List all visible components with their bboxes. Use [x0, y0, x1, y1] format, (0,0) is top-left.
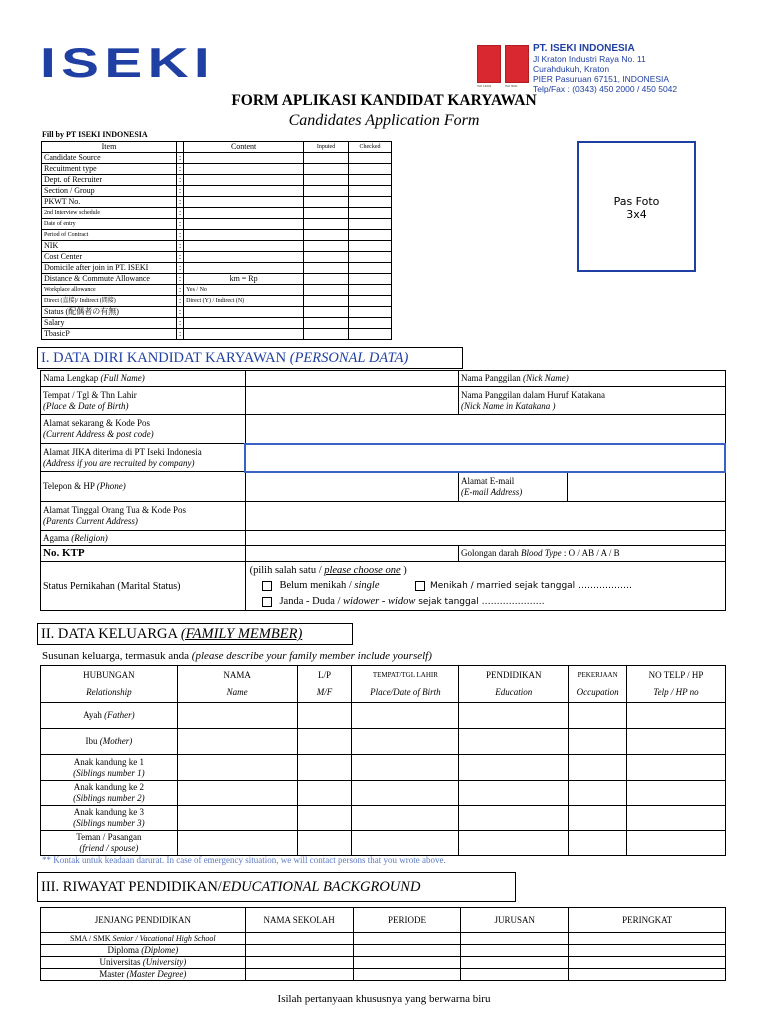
internal-item-label: Distance & Commute Allowance: [42, 274, 177, 285]
family-input-cell[interactable]: [177, 806, 297, 831]
education-input-cell[interactable]: [461, 957, 569, 969]
checked-check-cell[interactable]: [349, 164, 392, 175]
form-subtitle: Candidates Application Form: [288, 112, 480, 129]
internal-content-field[interactable]: [184, 329, 304, 340]
email-field[interactable]: [567, 472, 725, 502]
family-input-cell[interactable]: [297, 831, 352, 856]
colon-cell: :: [176, 296, 183, 307]
colon-cell: :: [176, 219, 183, 230]
address-line: Telp/Fax : (0343) 450 2000 / 450 5042: [533, 84, 678, 94]
colon-cell: :: [176, 164, 183, 175]
phone-row: [41, 472, 726, 502]
birth-row: [41, 387, 726, 415]
inputed-check-cell[interactable]: [304, 285, 349, 296]
internal-header-row: [42, 142, 392, 153]
family-relation-label: Anak kandung ke 3 (Siblings number 3): [41, 806, 178, 831]
checked-check-cell[interactable]: [349, 219, 392, 230]
internal-content-field[interactable]: [184, 197, 304, 208]
checked-check-cell[interactable]: [349, 175, 392, 186]
phone-label: Telepon & HP (Phone): [41, 472, 246, 502]
address-iseki-field[interactable]: [245, 444, 725, 472]
education-level-label: Master (Master Degree): [41, 969, 246, 981]
full-name-field[interactable]: [245, 371, 458, 387]
cert1-caption: ISO 14001: [477, 84, 492, 88]
colon-cell: :: [176, 274, 183, 285]
family-input-cell[interactable]: [459, 781, 569, 806]
colon-cell: :: [176, 285, 183, 296]
education-header-cell: JENJANG PENDIDIKAN: [41, 908, 246, 933]
nick-name-label: Nama Panggilan (Nick Name): [459, 371, 725, 387]
family-table: [40, 665, 726, 856]
family-input-cell[interactable]: [352, 755, 459, 781]
colon-cell: :: [176, 153, 183, 164]
family-header-cell: PEKERJAAN Occupation: [569, 666, 627, 703]
internal-content-field[interactable]: [184, 208, 304, 219]
internal-item-label: Recuitment type: [42, 164, 177, 175]
colon-cell: :: [176, 307, 183, 318]
inputed-check-cell[interactable]: [304, 197, 349, 208]
checked-check-cell[interactable]: [349, 285, 392, 296]
internal-row: [42, 197, 392, 208]
internal-item-label: NIK: [42, 241, 177, 252]
widow-label: Janda - Duda / widower - widow sejak tanggal …………………: [279, 596, 545, 607]
family-header-cell: L/P M/F: [297, 666, 352, 703]
family-input-cell[interactable]: [459, 831, 569, 856]
internal-item-label: Period of Contract: [42, 230, 177, 241]
inputed-check-cell[interactable]: [304, 296, 349, 307]
checked-check-cell[interactable]: [349, 296, 392, 307]
fill-by-label: Fill by PT ISEKI INDONESIA: [42, 130, 148, 139]
family-input-cell[interactable]: [459, 806, 569, 831]
internal-content-field[interactable]: Yes / No: [184, 285, 304, 296]
ktp-label: No. KTP: [41, 546, 246, 562]
company-name: PT. ISEKI INDONESIA: [533, 43, 635, 54]
internal-content-field[interactable]: [184, 318, 304, 329]
education-input-cell[interactable]: [245, 969, 353, 981]
internal-item-label: TbasicP: [42, 329, 177, 340]
checked-check-cell[interactable]: [349, 153, 392, 164]
internal-row: [42, 285, 392, 296]
education-level-label: SMA / SMK Senior / Vacational High School: [41, 933, 246, 945]
internal-content-field[interactable]: [184, 186, 304, 197]
emergency-note: ** Kontak untuk keadaan darurat. In case of emergency situation, we will contact persons that you wrote above.: [42, 855, 446, 865]
family-input-cell[interactable]: [352, 781, 459, 806]
internal-item-label: Date of entry: [42, 219, 177, 230]
internal-content-field[interactable]: [184, 252, 304, 263]
family-input-cell[interactable]: [297, 781, 352, 806]
internal-content-field[interactable]: [184, 307, 304, 318]
inputed-header: Inputed: [304, 142, 349, 153]
internal-content-field[interactable]: [184, 263, 304, 274]
family-relation-label: Anak kandung ke 1 (Siblings number 1): [41, 755, 178, 781]
married-checkbox[interactable]: [415, 581, 425, 591]
family-header-cell: NAMA Name: [177, 666, 297, 703]
checked-check-cell[interactable]: [349, 241, 392, 252]
inputed-check-cell[interactable]: [304, 186, 349, 197]
education-header-cell: PERIODE: [353, 908, 461, 933]
education-input-cell[interactable]: [245, 933, 353, 945]
iso9001-cert-icon: [505, 45, 529, 83]
full-name-label: Nama Lengkap (Full Name): [41, 371, 246, 387]
full-name-row: [41, 371, 726, 387]
education-input-cell[interactable]: [461, 933, 569, 945]
footer-note: Isilah pertanyaan khususnya yang berwarna biru: [277, 993, 491, 1005]
internal-content-field[interactable]: [184, 175, 304, 186]
education-table: [40, 907, 726, 981]
family-input-cell[interactable]: [569, 703, 627, 729]
ktp-field[interactable]: [245, 546, 458, 562]
family-input-cell[interactable]: [459, 703, 569, 729]
family-input-cell[interactable]: [352, 729, 459, 755]
internal-item-label: Workplace allowance: [42, 285, 177, 296]
internal-item-label: Cost Center: [42, 252, 177, 263]
address-row: [41, 415, 726, 444]
education-input-cell[interactable]: [245, 945, 353, 957]
photo-box[interactable]: [577, 141, 696, 272]
inputed-check-cell[interactable]: [304, 241, 349, 252]
family-input-cell[interactable]: [459, 729, 569, 755]
phone-field[interactable]: [245, 472, 458, 502]
family-header-cell: PENDIDIKAN Education: [459, 666, 569, 703]
internal-row: [42, 241, 392, 252]
inputed-check-cell[interactable]: [304, 252, 349, 263]
inputed-check-cell[interactable]: [304, 318, 349, 329]
address-iseki-row: [41, 444, 726, 472]
education-input-cell[interactable]: [461, 945, 569, 957]
address-label: Alamat sekarang & Kode Pos (Current Address & post code): [41, 415, 246, 444]
internal-item-label: Salary: [42, 318, 177, 329]
family-header-row: [41, 666, 726, 703]
internal-content-field[interactable]: km = Rp: [184, 274, 304, 285]
family-header-cell: NO TELP / HP Telp / HP no: [627, 666, 726, 703]
internal-item-label: Dept. of Recruiter: [42, 175, 177, 186]
family-input-cell[interactable]: [627, 703, 726, 729]
colon-cell: :: [176, 329, 183, 340]
education-input-cell[interactable]: [353, 969, 461, 981]
family-input-cell[interactable]: [627, 729, 726, 755]
religion-row: [41, 531, 726, 546]
marital-row: [41, 562, 726, 611]
internal-row: [42, 307, 392, 318]
photo-size: 3x4: [626, 208, 647, 221]
internal-content-field[interactable]: Direct (Y) / Indirect (N): [184, 296, 304, 307]
family-header-cell: TEMPAT/TGL LAHIR Place/Date of Birth: [352, 666, 459, 703]
internal-content-field[interactable]: [184, 230, 304, 241]
email-label: Alamat E-mail (E-mail Address): [459, 472, 568, 502]
family-row: [41, 755, 726, 781]
family-input-cell[interactable]: [177, 703, 297, 729]
inputed-check-cell[interactable]: [304, 307, 349, 318]
family-input-cell[interactable]: [459, 755, 569, 781]
family-relation-label: Teman / Pasangan (friend / spouse): [41, 831, 178, 856]
family-input-cell[interactable]: [297, 755, 352, 781]
family-input-cell[interactable]: [627, 831, 726, 856]
photo-label: Pas Foto: [613, 195, 660, 208]
family-row: [41, 729, 726, 755]
family-input-cell[interactable]: [569, 729, 627, 755]
internal-row: [42, 186, 392, 197]
family-row: [41, 781, 726, 806]
family-input-cell[interactable]: [352, 831, 459, 856]
colon-cell: :: [176, 318, 183, 329]
item-header: Item: [42, 142, 177, 153]
form-title: FORM APLIKASI KANDIDAT KARYAWAN: [231, 92, 537, 109]
inputed-check-cell[interactable]: [304, 329, 349, 340]
education-row: [41, 945, 726, 957]
internal-item-label: Status (配偶者の有無): [42, 307, 177, 318]
single-checkbox[interactable]: [262, 581, 272, 591]
family-relation-label: Ibu (Mother): [41, 729, 178, 755]
internal-row: [42, 219, 392, 230]
education-input-cell[interactable]: [353, 945, 461, 957]
family-input-cell[interactable]: [569, 831, 627, 856]
education-input-cell[interactable]: [569, 969, 726, 981]
family-input-cell[interactable]: [569, 806, 627, 831]
checked-check-cell[interactable]: [349, 197, 392, 208]
family-input-cell[interactable]: [177, 755, 297, 781]
internal-content-field[interactable]: [184, 153, 304, 164]
address-line: Curahdukuh, Kraton: [533, 64, 610, 74]
family-relation-label: Ayah (Father): [41, 703, 178, 729]
inputed-check-cell[interactable]: [304, 153, 349, 164]
internal-row: [42, 263, 392, 274]
section-family-title: II. DATA KELUARGA (FAMILY MEMBER): [37, 623, 353, 645]
education-level-label: Universitas (University): [41, 957, 246, 969]
colon-cell: :: [176, 186, 183, 197]
parents-label: Alamat Tinggal Orang Tua & Kode Pos (Parents Current Address): [41, 502, 246, 531]
checked-check-cell[interactable]: [349, 307, 392, 318]
education-input-cell[interactable]: [569, 945, 726, 957]
internal-row: [42, 252, 392, 263]
education-header-cell: PERINGKAT: [569, 908, 726, 933]
section-education-title: III. RIWAYAT PENDIDIKAN/EDUCATIONAL BACKGROUND: [37, 872, 516, 902]
checked-check-cell[interactable]: [349, 263, 392, 274]
internal-item-label: PKWT No.: [42, 197, 177, 208]
family-input-cell[interactable]: [627, 806, 726, 831]
family-input-cell[interactable]: [352, 703, 459, 729]
married-label: Menikah / married sejak tanggal ………………: [430, 581, 633, 591]
education-input-cell[interactable]: [461, 969, 569, 981]
checked-check-cell[interactable]: [349, 230, 392, 241]
education-input-cell[interactable]: [353, 933, 461, 945]
family-input-cell[interactable]: [177, 781, 297, 806]
education-header-cell: JURUSAN: [461, 908, 569, 933]
birth-field[interactable]: [245, 387, 458, 415]
education-row: [41, 969, 726, 981]
cert2-caption: ISO 9001: [505, 84, 518, 88]
internal-row: [42, 208, 392, 219]
content-header: Content: [184, 142, 304, 153]
family-input-cell[interactable]: [297, 703, 352, 729]
colon-cell: :: [176, 197, 183, 208]
internal-content-field[interactable]: [184, 219, 304, 230]
education-level-label: Diploma (Diplome): [41, 945, 246, 957]
checked-check-cell[interactable]: [349, 186, 392, 197]
family-input-cell[interactable]: [569, 781, 627, 806]
colon-cell: :: [176, 263, 183, 274]
internal-table: [41, 141, 392, 340]
religion-field[interactable]: [245, 531, 725, 546]
blood-type-field[interactable]: Golongan darah Blood Type : O / AB / A / B: [459, 546, 725, 562]
inputed-check-cell[interactable]: [304, 263, 349, 274]
family-input-cell[interactable]: [569, 755, 627, 781]
internal-row: [42, 274, 392, 285]
colon-cell: :: [176, 230, 183, 241]
section-title-id: I. DATA DIRI KANDIDAT KARYAWAN: [41, 350, 290, 366]
katakana-label: Nama Panggilan dalam Huruf Katakana (Nick Name in Katakana ): [459, 387, 725, 415]
address-field[interactable]: [245, 415, 725, 444]
inputed-check-cell[interactable]: [304, 175, 349, 186]
colon-cell: :: [176, 208, 183, 219]
internal-item-label: Section / Group: [42, 186, 177, 197]
checked-check-cell[interactable]: [349, 208, 392, 219]
education-header-cell: NAMA SEKOLAH: [245, 908, 353, 933]
single-label: Belum menikah / single: [279, 580, 380, 591]
personal-table: [40, 370, 726, 611]
colon-cell: :: [176, 252, 183, 263]
section-personal-title: [37, 347, 463, 369]
address-line: PIER Pasuruan 67151, INDONESIA: [533, 74, 670, 84]
education-input-cell[interactable]: [353, 957, 461, 969]
family-input-cell[interactable]: [297, 806, 352, 831]
checked-check-cell[interactable]: [349, 252, 392, 263]
internal-row: [42, 153, 392, 164]
inputed-check-cell[interactable]: [304, 230, 349, 241]
internal-row: [42, 175, 392, 186]
checked-check-cell[interactable]: [349, 329, 392, 340]
internal-row: [42, 318, 392, 329]
ktp-row: [41, 546, 726, 562]
internal-item-label: Domicile after join in PT. ISEKI: [42, 263, 177, 274]
family-input-cell[interactable]: [627, 755, 726, 781]
colon-cell: :: [176, 175, 183, 186]
inputed-check-cell[interactable]: [304, 219, 349, 230]
marital-instruction: (pilih salah satu / please choose one ): [249, 565, 407, 576]
inputed-check-cell[interactable]: [304, 208, 349, 219]
iseki-logo: ISEKI: [40, 39, 216, 86]
education-row: [41, 957, 726, 969]
family-input-cell[interactable]: [297, 729, 352, 755]
address-iseki-label: Alamat JIKA diterima di PT Iseki Indonesia (Address if you are recruited by company): [41, 444, 246, 472]
company-info: [533, 44, 677, 94]
education-input-cell[interactable]: [245, 957, 353, 969]
iso14001-cert-icon: [477, 45, 501, 83]
address-line: Jl Kraton Industri Raya No. 11: [533, 54, 646, 64]
checked-check-cell[interactable]: [349, 274, 392, 285]
internal-row: [42, 164, 392, 175]
family-input-cell[interactable]: [352, 806, 459, 831]
parents-row: [41, 502, 726, 531]
family-row: [41, 806, 726, 831]
inputed-check-cell[interactable]: [304, 164, 349, 175]
checked-header: Checked: [349, 142, 392, 153]
birth-label: Tempat / Tgl & Thn Lahir (Place & Date of Birth): [41, 387, 246, 415]
checked-check-cell[interactable]: [349, 318, 392, 329]
internal-row: [42, 230, 392, 241]
colon-cell: :: [176, 241, 183, 252]
internal-item-label: Direct (直接)/ Indirect (間接): [42, 296, 177, 307]
internal-item-label: 2nd Interview schedule: [42, 208, 177, 219]
family-relation-label: Anak kandung ke 2 (Siblings number 2): [41, 781, 178, 806]
education-input-cell[interactable]: [569, 933, 726, 945]
internal-content-field[interactable]: [184, 241, 304, 252]
inputed-check-cell[interactable]: [304, 274, 349, 285]
family-input-cell[interactable]: [627, 781, 726, 806]
family-row: [41, 703, 726, 729]
religion-label: Agama (Religion): [41, 531, 246, 546]
section-title-en: (PERSONAL DATA): [289, 350, 409, 366]
colon-cell: [176, 142, 183, 153]
marital-options: [245, 562, 725, 611]
internal-row: [42, 329, 392, 340]
marital-label: Status Pernikahan (Marital Status): [41, 562, 246, 611]
education-header-row: [41, 908, 726, 933]
education-row: [41, 933, 726, 945]
family-input-cell[interactable]: [177, 729, 297, 755]
family-row: [41, 831, 726, 856]
widow-checkbox[interactable]: [262, 597, 272, 607]
family-header-cell: HUBUNGAN Relationship: [41, 666, 178, 703]
internal-content-field[interactable]: [184, 164, 304, 175]
family-intro: Susunan keluarga, termasuk anda (please describe your family member include yourself): [42, 650, 432, 662]
family-input-cell[interactable]: [177, 831, 297, 856]
parents-field[interactable]: [245, 502, 725, 531]
internal-item-label: Candidate Source: [42, 153, 177, 164]
internal-row: [42, 296, 392, 307]
education-input-cell[interactable]: [569, 957, 726, 969]
